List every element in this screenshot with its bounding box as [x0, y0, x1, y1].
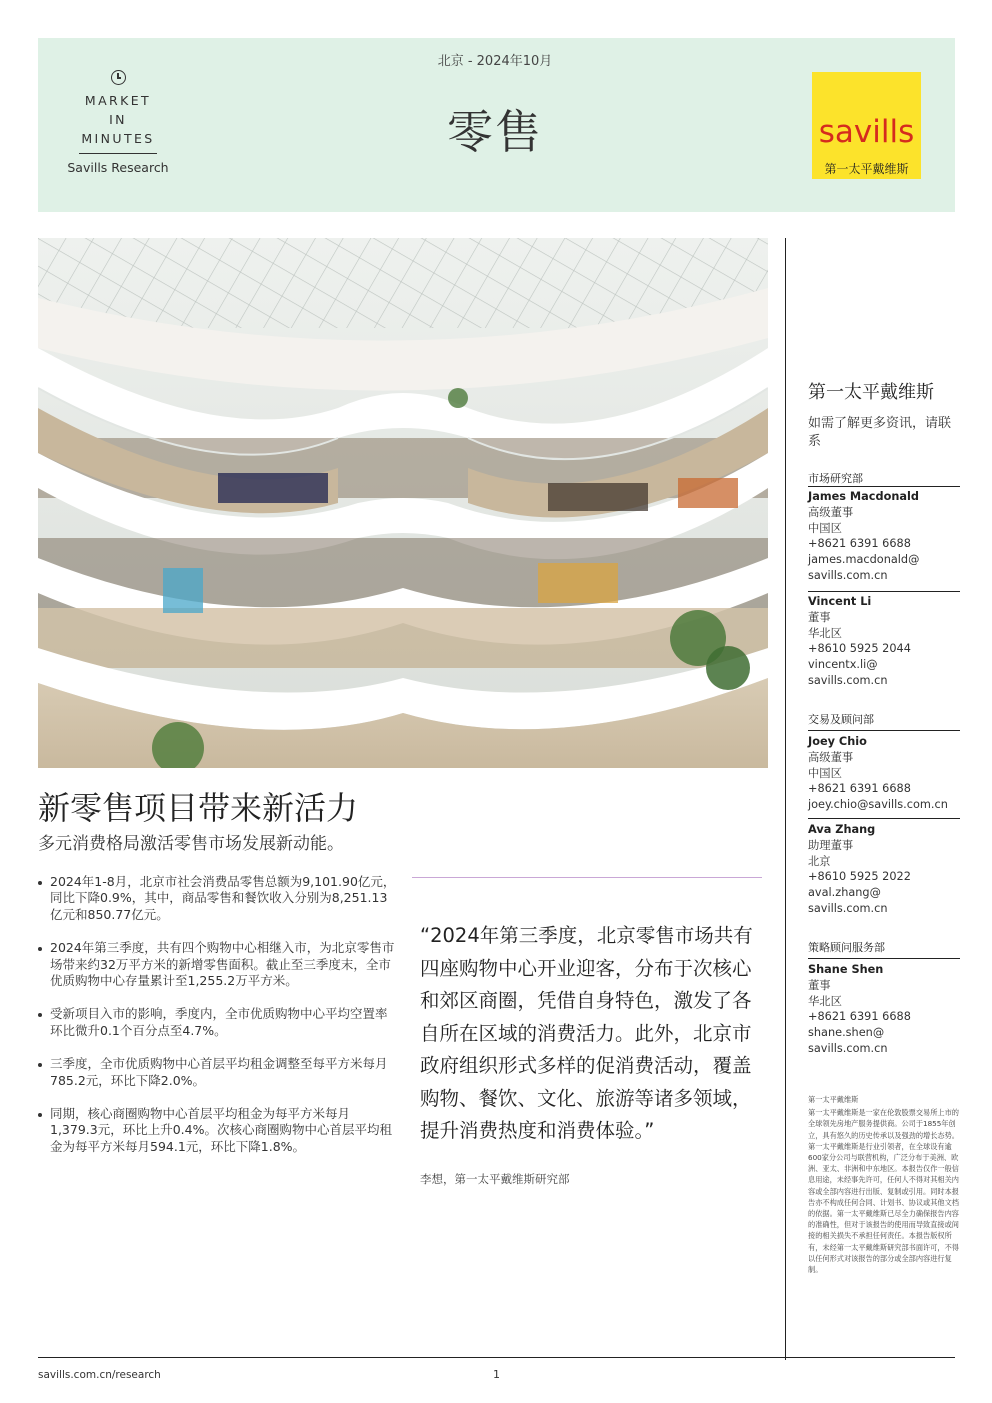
brand-line-2: IN — [109, 112, 127, 127]
brand-rule — [79, 153, 157, 154]
contact-region: 北京 — [808, 854, 831, 868]
contact-title: 董事 — [808, 610, 831, 624]
contact-phone: +8610 5925 2044 — [808, 642, 911, 656]
contact-phone: +8621 6391 6688 — [808, 782, 911, 796]
contact-email-domain[interactable]: savills.com.cn — [808, 1041, 888, 1055]
contact-name: Joey Chio — [808, 735, 867, 748]
contact-title: 高级董事 — [808, 750, 854, 764]
key-point: 2024年第三季度，共有四个购物中心相继入市，为北京零售市场带来约32万平方米的新增零售面积。截止至三季度末，全市优质购物中心存量累计至1,255.2万平方米。 — [38, 940, 396, 989]
footer-rule — [38, 1357, 955, 1358]
contact-title: 高级董事 — [808, 505, 854, 519]
key-point: 2024年1-8月，北京市社会消费品零售总额为9,101.90亿元，同比下降0.9%，其中，商品零售和餐饮收入分别为8,251.13亿元和850.77亿元。 — [38, 874, 396, 923]
contact-email-domain[interactable]: savills.com.cn — [808, 673, 888, 687]
contact-name: James Macdonald — [808, 490, 919, 503]
contact-region: 中国区 — [808, 521, 842, 535]
column-divider — [785, 238, 786, 1360]
logo-word: savills — [818, 114, 915, 150]
section-transaction-advisory: 交易及顾问部 — [808, 713, 874, 726]
contact-email[interactable]: shane.shen@ — [808, 1026, 885, 1040]
section-rule — [808, 958, 960, 959]
clock-icon — [111, 70, 126, 85]
contact-email[interactable]: vincentx.li@ — [808, 658, 878, 672]
key-points-list — [38, 874, 396, 1172]
contact-email-domain[interactable]: savills.com.cn — [808, 901, 888, 915]
sidebar-more-info: 如需了解更多资讯，请联系 — [808, 416, 952, 449]
logo-cn: 第一太平戴维斯 — [824, 162, 909, 176]
contact-name: Vincent Li — [808, 595, 872, 608]
contact-email[interactable]: james.macdonald@ — [808, 553, 920, 567]
contact-name: Ava Zhang — [808, 823, 876, 836]
contact-card — [808, 489, 968, 584]
about-text: 第一太平戴维斯是一家在伦敦股票交易所上市的全球领先房地产服务提供商。公司于1855年创立，具有悠久的历史传承以及强劲的增长态势。第一太平戴维斯是行业引领者，在全球设有逾600家分公司与联营机构，广泛分布于美洲、欧洲、亚太、非洲和中东地区。本报告仅作一般信息用途，未经事先许可，任何人不得对其相关内容或全部内容进行出版、复制或引用。同时本报告亦不构成任何合同、计划书、协议或其他文档的依据。第一太平戴维斯已尽全力确保报告内容的准确性，但对于该报告的使用而导致直接或间接的相关损失不承担任何责任。本报告版权所有，未经第一太平戴维斯研究部书面许可，不得以任何形式对该报告的部分或全部内容进行复制。 — [808, 1108, 959, 1275]
contact-title: 董事 — [808, 978, 831, 992]
contact-region: 华北区 — [808, 994, 842, 1008]
contact-email[interactable]: joey.chio@savills.com.cn — [808, 798, 948, 812]
sub-headline: 多元消费格局激活零售市场发展新动能。 — [38, 834, 344, 854]
main-headline: 新零售项目带来新活力 — [38, 789, 359, 827]
contact-email-domain[interactable]: savills.com.cn — [808, 568, 888, 582]
mall-atrium-photo — [38, 238, 768, 768]
contact-phone: +8621 6391 6688 — [808, 537, 911, 551]
page-number: 1 — [493, 1368, 500, 1381]
contact-region: 中国区 — [808, 766, 842, 780]
pull-quote: “2024年第三季度，北京零售市场共有四座购物中心开业迎客，分布于次核心和郊区商圈，凭借自身特色，激发了各自所在区域的消费活力。此外，北京市政府组织形式多样的促消费活动，覆盖购物、餐饮、文化、旅游等诸多领域，提升消费热度和消费体验。” — [420, 924, 753, 1142]
brand-sub: Savills Research — [67, 160, 169, 176]
contact-card — [808, 822, 968, 917]
brand-line-3: MINUTES — [81, 131, 155, 146]
contact-card — [808, 962, 968, 1057]
quote-rule — [412, 877, 762, 878]
contact-card — [808, 734, 968, 813]
contact-phone: +8610 5925 2022 — [808, 870, 911, 884]
contact-email[interactable]: aval.zhang@ — [808, 886, 881, 900]
section-rule — [808, 486, 960, 487]
about-savills — [808, 1094, 960, 1275]
contact-name: Shane Shen — [808, 963, 884, 976]
brand-line-1: MARKET — [84, 93, 152, 108]
market-in-minutes-brand — [58, 70, 178, 176]
sidebar-title: 第一太平戴维斯 — [808, 382, 934, 403]
contact-title: 助理董事 — [808, 838, 854, 852]
section-rule — [808, 591, 960, 592]
section-market-research: 市场研究部 — [808, 472, 863, 485]
key-point: 受新项目入市的影响，季度内，全市优质购物中心平均空置率环比微升0.1个百分点至4.7%。 — [38, 1006, 396, 1039]
dateline: 北京 - 2024年10月 — [437, 54, 553, 69]
footer-url[interactable]: savills.com.cn/research — [38, 1369, 161, 1381]
section-strategic-consulting: 策略顾问服务部 — [808, 941, 885, 954]
contact-card — [808, 594, 968, 689]
quote-source: 李想，第一太平戴维斯研究部 — [420, 1172, 570, 1186]
savills-logo — [812, 72, 921, 179]
key-point: 三季度，全市优质购物中心首层平均租金调整至每平方米每月785.2元，环比下降2.0%。 — [38, 1056, 396, 1089]
contact-phone: +8621 6391 6688 — [808, 1010, 911, 1024]
key-point: 同期，核心商圈购物中心首层平均租金为每平方米每月1,379.3元，环比上升0.4%。次核心商圈购物中心首层平均租金为每平方米每月594.1元，环比下降1.8%。 — [38, 1106, 396, 1155]
page-title: 零售 — [447, 105, 543, 159]
about-title: 第一太平戴维斯 — [808, 1095, 859, 1104]
section-rule — [808, 818, 960, 819]
contact-region: 华北区 — [808, 626, 842, 640]
section-rule — [808, 730, 960, 731]
